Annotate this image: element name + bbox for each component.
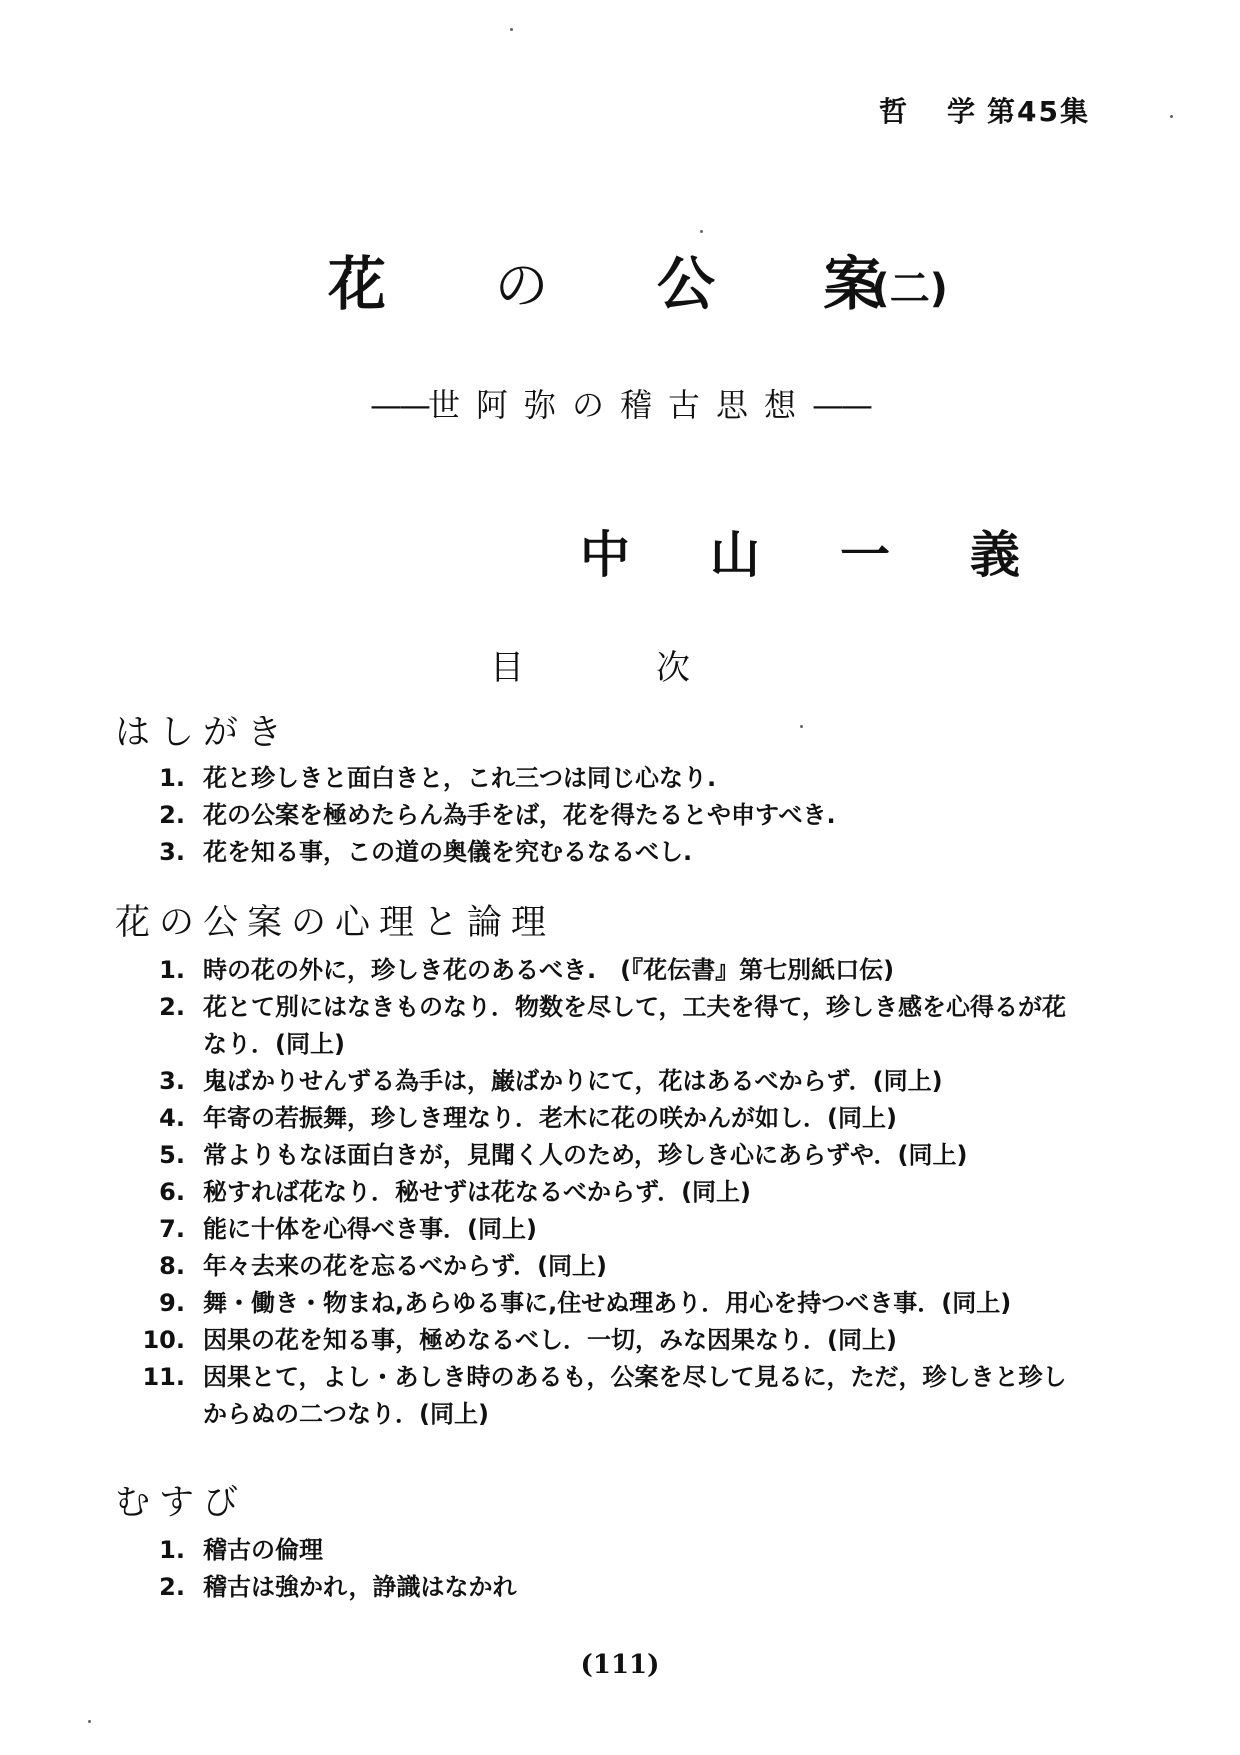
toc-item	[125, 1285, 1085, 1322]
author-char: 中	[580, 526, 630, 584]
item-text: 花を知る事，この道の奥儀を究むるなるべし.	[203, 838, 693, 866]
journal-issue: 第45集	[987, 95, 1090, 128]
item-text: 花と珍しきと面白きと，これ三つは同じ心なり.	[203, 764, 717, 792]
toc-section-list	[125, 952, 1085, 1433]
item-number: 11.	[142, 1363, 185, 1391]
toc-item	[125, 797, 1085, 834]
item-number: 8.	[159, 1252, 185, 1280]
journal-part1: 哲	[879, 95, 910, 128]
toc-item	[125, 1248, 1085, 1285]
toc-item	[125, 1569, 1085, 1606]
item-number: 7.	[159, 1215, 185, 1243]
item-text: 花とて別にはなきものなり．物数を尽して，工夫を得て，珍しき感を心得るが花なり．(同上)	[203, 993, 1067, 1058]
item-text: 因果とて，よし・あしき時のあるも，公案を尽して見るに，ただ，珍しきと珍しからぬの二つなり．(同上)	[203, 1363, 1067, 1428]
toc-section-list	[125, 1532, 1085, 1606]
item-number: 6.	[159, 1178, 185, 1206]
toc-item	[125, 1100, 1085, 1137]
journal-part2: 学	[947, 95, 978, 128]
scan-speck	[510, 28, 513, 31]
item-number: 5.	[159, 1141, 185, 1169]
toc-item	[125, 760, 1085, 797]
item-text: 稽古は強かれ，諍識はなかれ	[203, 1573, 517, 1601]
item-number: 4.	[159, 1104, 185, 1132]
toc-section-heading: むすび	[115, 1483, 248, 1523]
item-text: 年寄の若振舞，珍しき理なり．老木に花の咲かんが如し．(同上)	[203, 1104, 897, 1132]
item-text: 時の花の外に，珍しき花のあるべき. (『花伝書』第七別紙口伝)	[203, 956, 895, 984]
item-number: 10.	[142, 1326, 185, 1354]
item-number: 2.	[159, 1573, 185, 1601]
author-char: 一	[840, 526, 890, 584]
item-text: 鬼ばかりせんずる為手は，巌ばかりにて，花はあるべからず．(同上)	[203, 1067, 943, 1095]
author-name	[580, 515, 1020, 587]
toc-item	[125, 952, 1085, 989]
toc-item	[125, 1322, 1085, 1359]
toc-title	[490, 640, 690, 689]
item-text: 常よりもなほ面白きが，見聞く人のため，珍しき心にあらずや．(同上)	[203, 1141, 968, 1169]
scan-speck	[700, 230, 703, 233]
article-title	[328, 250, 948, 318]
scan-speck	[1170, 115, 1173, 118]
author-char: 山	[710, 526, 760, 584]
toc-section-heading: 花の公案の心理と論理	[115, 903, 556, 943]
item-text: 秘すれば花なり．秘せずは花なるべからず．(同上)	[203, 1178, 752, 1206]
toc-section-heading: はしがき	[115, 713, 292, 753]
item-number: 1.	[159, 764, 185, 792]
title-char: 花	[328, 250, 387, 318]
toc-section-list	[125, 760, 1085, 871]
scan-speck	[800, 725, 803, 728]
item-text: 能に十体を心得べき事．(同上)	[203, 1215, 537, 1243]
toc-title-char: 目	[490, 648, 524, 688]
page-number: (111)	[580, 1650, 660, 1680]
title-char: の	[494, 254, 549, 317]
toc-item	[125, 1137, 1085, 1174]
item-text: 稽古の倫理	[203, 1536, 323, 1564]
toc-item	[125, 1174, 1085, 1211]
title-char: 公	[656, 250, 715, 318]
item-number: 1.	[159, 1536, 185, 1564]
article-subtitle	[0, 380, 1240, 426]
author-char: 義	[970, 526, 1020, 584]
title-char: 案	[823, 250, 882, 318]
toc-item	[125, 1211, 1085, 1248]
subtitle-dash-right: ——	[812, 386, 870, 424]
item-text: 因果の花を知る事，極めなるべし．一切，みな因果なり．(同上)	[203, 1326, 897, 1354]
item-number: 3.	[159, 1067, 185, 1095]
subtitle-dash-left: ——	[369, 386, 428, 424]
toc-item	[125, 1532, 1085, 1569]
subtitle-text: 世阿弥の稽古思想	[427, 386, 812, 424]
item-text: 舞・働き・物まね,あらゆる事に,住せぬ理あり．用心を持つべき事．(同上)	[203, 1289, 1012, 1317]
toc-item	[125, 989, 1085, 1063]
scan-speck	[88, 1720, 91, 1723]
item-text: 花の公案を極めたらん為手をば，花を得たるとや申すべき.	[203, 801, 836, 829]
item-number: 3.	[159, 838, 185, 866]
toc-title-char: 次	[656, 648, 690, 688]
toc-item	[125, 1063, 1085, 1100]
item-number: 1.	[159, 956, 185, 984]
journal-header	[879, 90, 1090, 130]
title-part-number: (二)	[871, 266, 948, 312]
toc-item	[125, 834, 1085, 871]
item-number: 2.	[159, 993, 185, 1021]
toc-item	[125, 1359, 1085, 1433]
item-number: 9.	[159, 1289, 185, 1317]
item-text: 年々去来の花を忘るべからず．(同上)	[203, 1252, 608, 1280]
item-number: 2.	[159, 801, 185, 829]
